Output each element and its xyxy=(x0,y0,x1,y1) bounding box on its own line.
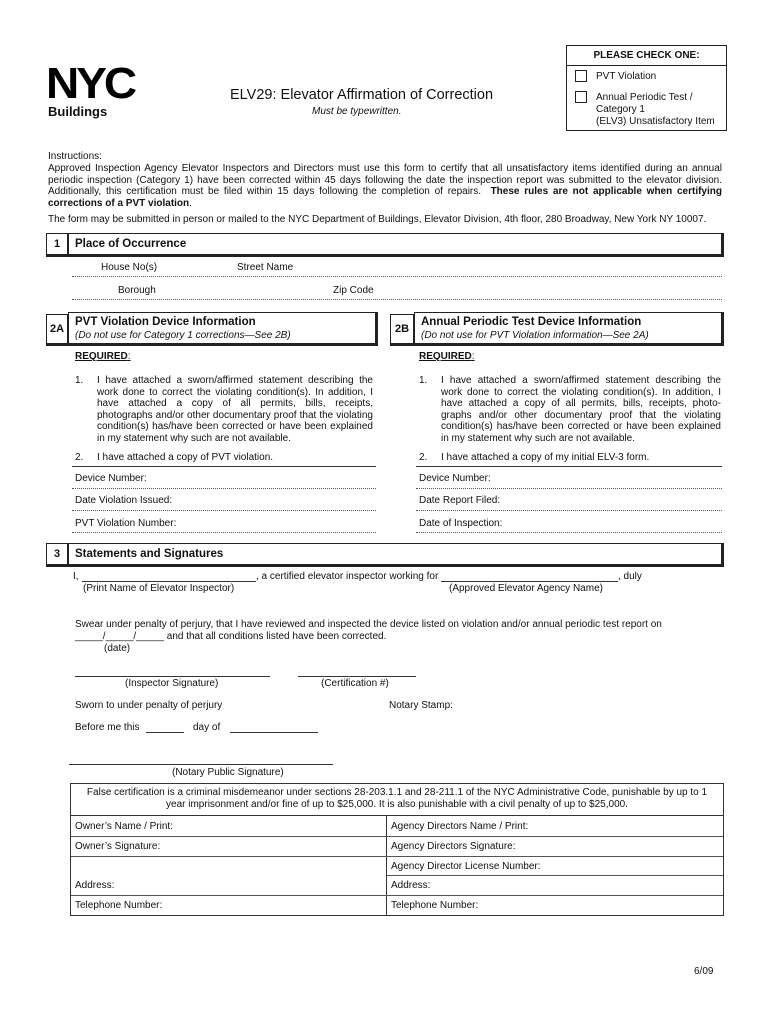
section-2b-note: (Do not use for PVT Violation information—See 2A) xyxy=(421,330,649,341)
house-no-label: House No(s) xyxy=(101,262,158,273)
house-street-field[interactable] xyxy=(72,276,722,277)
instructions-text: Approved Inspection Agency Elevator Inspectors and Directors must use this form to certify that all unsatisfactory items identified during an annual periodic inspection (Category 1) have been corrected within 45 days following the date the inspection report was submitted to the elevator division. Additionally, this certification must be filed within 15 days following the completion of repairs. xyxy=(48,163,722,197)
check-one-panel xyxy=(566,45,727,131)
form-title: ELV29: Elevator Affirmation of Correction xyxy=(230,87,494,103)
borough-label: Borough xyxy=(118,285,156,296)
annual-periodic-label xyxy=(596,92,715,128)
pvt-violation-checkbox[interactable] xyxy=(575,70,587,82)
divider-2a xyxy=(72,466,376,467)
check-one-heading: PLEASE CHECK ONE: xyxy=(567,46,726,66)
form-version: 6/09 xyxy=(694,966,714,977)
swear-statement: Swear under penalty of perjury, that I have reviewed and inspected the device listed on violation and/or annual periodic test report on xyxy=(75,619,662,630)
agency-name-caption: (Approved Elevator Agency Name) xyxy=(449,583,603,594)
section-2b-number: 2B xyxy=(390,314,414,346)
nyc-logo-mark: NYC xyxy=(46,58,135,108)
date-violation-issued-field[interactable] xyxy=(72,510,376,511)
device-number-2b-label: Device Number: xyxy=(419,473,491,484)
owner-telephone-field[interactable]: Telephone Number: xyxy=(75,900,163,911)
section-1-title: Place of Occurrence xyxy=(75,238,187,250)
inspector-i-label: I, xyxy=(73,571,79,582)
duly-text: , duly xyxy=(618,571,642,582)
section-3-title: Statements and Signatures xyxy=(75,548,224,560)
date-caption: (date) xyxy=(104,643,131,654)
section-2b-title: Annual Periodic Test Device Information xyxy=(421,316,642,328)
date-of-inspection-field[interactable] xyxy=(416,532,722,533)
section-1-header xyxy=(68,233,724,257)
section-2a-header xyxy=(68,312,378,346)
section-3-header xyxy=(68,543,724,567)
annual-periodic-line1: Annual Periodic Test / xyxy=(596,92,693,103)
day-of-text: day of xyxy=(193,722,221,733)
nyc-logo xyxy=(46,60,158,120)
instructions-body: Approved Inspection Agency Elevator Inspectors and Directors must use this form to certify that all unsatisfactory items identified during an annual periodic inspection (Category 1) have been corrected within 45 days following the date the inspection report was submitted to the elevator division. Additionally, this certification must be filed within 15 days following the completion of repairs. These rules are not applicable when certifying corrections of a PVT violation. xyxy=(48,163,722,209)
borough-zip-field[interactable] xyxy=(72,299,722,300)
item-2b-2-text: I have attached a copy of my initial ELV-3 form. xyxy=(441,452,650,463)
agency-director-name-field[interactable]: Agency Directors Name / Print: xyxy=(391,821,529,832)
instructions-bold: These rules are not applicable when certifying corrections of a PVT violation xyxy=(48,186,722,209)
pvt-violation-number-label: PVT Violation Number: xyxy=(75,518,177,529)
required-2b-label: REQUIRED: xyxy=(419,351,475,362)
submission-note: The form may be submitted in person or mailed to the NYC Department of Buildings, Elevator Division, 4th floor, 280 Broadway, New York NY 10007. xyxy=(48,214,707,225)
before-me-text: Before me this xyxy=(75,722,140,733)
required-2a-text: REQUIRED xyxy=(75,351,128,362)
required-2b-text: REQUIRED xyxy=(419,351,472,362)
date-of-inspection-label: Date of Inspection: xyxy=(419,518,503,529)
inspector-signature-field[interactable] xyxy=(75,676,270,677)
item-2b-1-text: I have attached a sworn/affirmed statement describing the work done to correct the violating condition(s). In addition, I have attached a copy of all permits, bills, receipts, photo-graphs and/or other documentary proof that the violating condition(s) has/have been corrected or have been explained in my statement why such are not available. xyxy=(441,375,721,444)
owner-address-field[interactable]: Address: xyxy=(75,880,115,891)
swear-date-line[interactable]: _____/_____/_____ and that all conditions listed have been corrected. xyxy=(75,631,387,642)
item-2a-1-text: I have attached a sworn/affirmed statement describing the work done to correct the violating condition(s). In addition, I have attached a copy of all permits, bills, receipts, photographs and/or other documentary proof that the violating condition(s) has/have been corrected or have been explained in my statement why such are not available. xyxy=(97,375,373,444)
required-2a-label: REQUIRED: xyxy=(75,351,131,362)
notary-stamp-label: Notary Stamp: xyxy=(389,700,453,711)
zip-code-label: Zip Code xyxy=(333,285,374,296)
section-2a-note: (Do not use for Category 1 corrections—See 2B) xyxy=(75,330,291,341)
annual-periodic-line3: (ELV3) Unsatisfactory Item xyxy=(596,116,715,127)
inspector-name-caption: (Print Name of Elevator Inspector) xyxy=(83,583,235,594)
agency-director-signature-field[interactable]: Agency Directors Signature: xyxy=(391,841,516,852)
pvt-violation-label: PVT Violation xyxy=(596,71,657,82)
device-number-2a-field[interactable] xyxy=(72,488,376,489)
owner-signature-field[interactable]: Owner’s Signature: xyxy=(75,841,161,852)
device-number-2a-label: Device Number: xyxy=(75,473,147,484)
divider-2b xyxy=(416,466,722,467)
section-2a-title: PVT Violation Device Information xyxy=(75,316,256,328)
date-violation-issued-label: Date Violation Issued: xyxy=(75,495,173,506)
owner-name-field[interactable]: Owner’s Name / Print: xyxy=(75,821,173,832)
device-number-2b-field[interactable] xyxy=(416,488,722,489)
street-name-label: Street Name xyxy=(237,262,294,273)
item-2a-2-text: I have attached a copy of PVT violation. xyxy=(97,452,274,463)
annual-periodic-line2: Category 1 xyxy=(596,104,645,115)
agency-name-field[interactable] xyxy=(441,581,618,582)
notary-signature-caption: (Notary Public Signature) xyxy=(172,767,284,778)
form-subtitle: Must be typewritten. xyxy=(312,106,402,117)
section-1-number: 1 xyxy=(46,233,68,257)
false-certification-warning xyxy=(70,783,724,816)
month-field[interactable] xyxy=(230,732,318,733)
notary-signature-field[interactable] xyxy=(69,764,333,765)
annual-periodic-checkbox[interactable] xyxy=(575,91,587,103)
buildings-label: Buildings xyxy=(48,104,108,119)
section-3-number: 3 xyxy=(46,543,68,567)
warning-line2: year imprisonment and/or fine of up to $25,000. It is also punishable with a civil penalty of up to $25,000. xyxy=(166,799,628,810)
agency-director-license-field[interactable]: Agency Director License Number: xyxy=(391,861,541,872)
section-2b-header xyxy=(414,312,724,346)
instructions-label: Instructions: xyxy=(48,151,102,162)
pvt-violation-number-field[interactable] xyxy=(72,532,376,533)
certification-number-field[interactable] xyxy=(298,676,416,677)
certification-number-caption: (Certification #) xyxy=(321,678,389,689)
warning-line1: False certification is a criminal misdemeanor under sections 28-203.1.1 and 28-211.1 of the NYC Administrative Code, punishable by up to 1 xyxy=(86,787,708,798)
day-field[interactable] xyxy=(146,732,184,733)
agency-telephone-field[interactable]: Telephone Number: xyxy=(391,900,479,911)
sworn-perjury-text: Sworn to under penalty of perjury xyxy=(75,700,223,711)
owner-agency-table xyxy=(70,816,724,916)
inspector-name-field[interactable] xyxy=(82,581,256,582)
agency-address-field[interactable]: Address: xyxy=(391,880,431,891)
date-report-filed-field[interactable] xyxy=(416,510,722,511)
section-2a-number: 2A xyxy=(46,314,68,346)
certified-inspector-text: , a certified elevator inspector working for xyxy=(256,571,439,582)
date-report-filed-label: Date Report Filed: xyxy=(419,495,501,506)
inspector-signature-caption: (Inspector Signature) xyxy=(125,678,219,689)
